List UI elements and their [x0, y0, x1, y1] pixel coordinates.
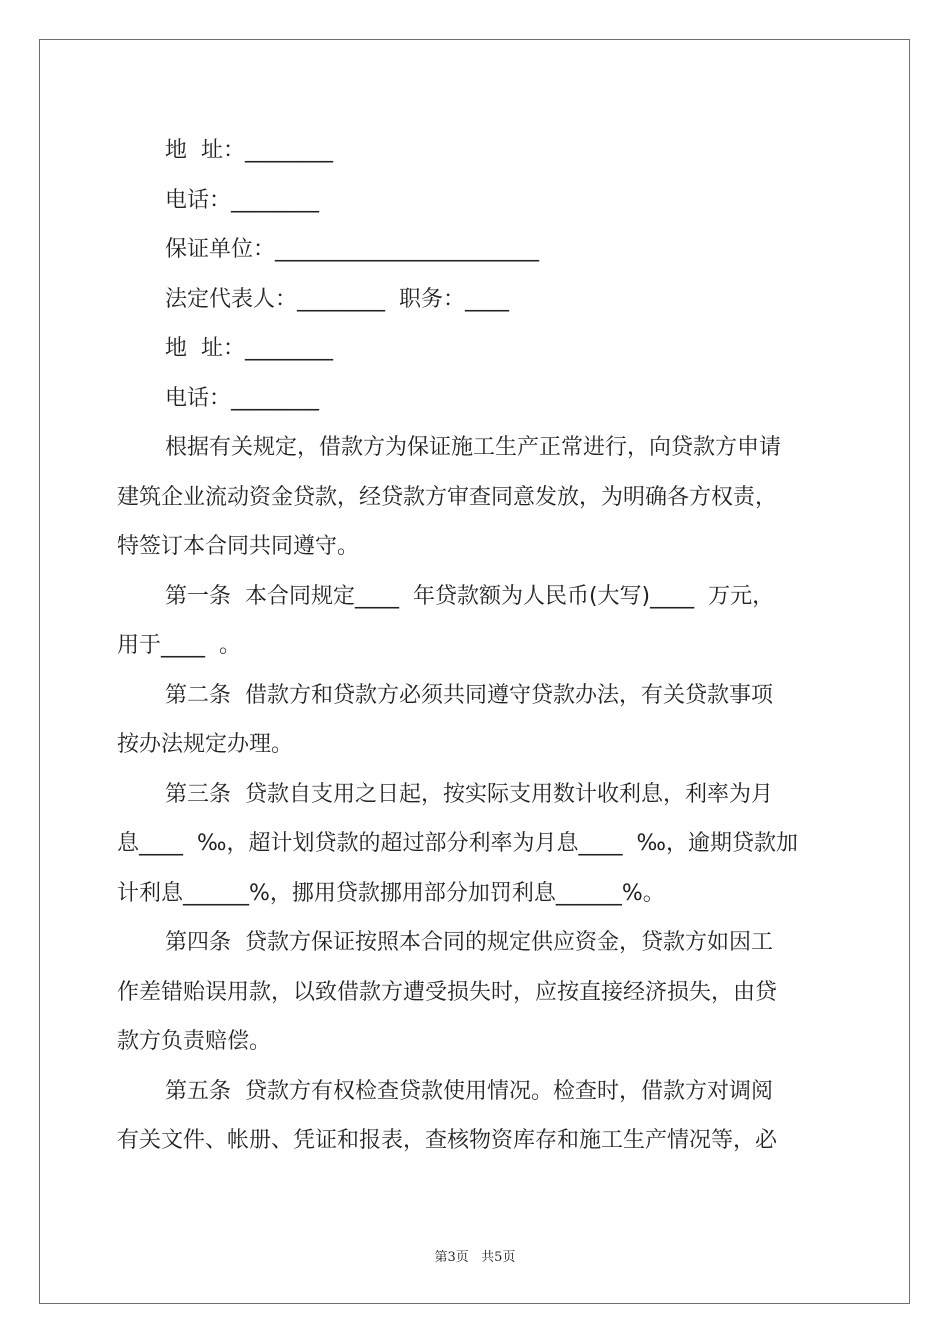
- article-1-paragraph: [117, 572, 833, 671]
- paragraph-row: 款方负责赔偿。: [117, 1029, 272, 1054]
- guarantor-line: 保证单位：________________________: [165, 237, 540, 262]
- guarantor-address-line: 地 址：________: [165, 336, 333, 361]
- paragraph-row: 按办法规定办理。: [117, 732, 294, 757]
- article-5-paragraph: [117, 1067, 833, 1166]
- paragraph-row: 第二条 借款方和贷款方必须共同遵守贷款办法，有关贷款事项: [165, 682, 773, 708]
- paragraph-row: 作差错贻误用款，以致借款方遭受损失时，应按直接经济损失，由贷: [117, 979, 778, 1005]
- paragraph-row: 根据有关规定，借款方为保证施工生产正常进行，向贷款方申请: [165, 435, 782, 460]
- paragraph-row: 用于____ 。: [117, 633, 241, 658]
- paragraph-row: 计利息______%，挪用贷款挪用部分加罚利息______%。: [117, 880, 665, 906]
- preamble-paragraph: [117, 423, 833, 572]
- paragraph-row: 第四条 贷款方保证按照本合同的规定供应资金，贷款方如因工: [165, 930, 773, 955]
- article-4-paragraph: [117, 918, 833, 1067]
- paragraph-row: 第五条 贷款方有权检查贷款使用情况。检查时，借款方对调阅: [165, 1078, 773, 1104]
- paragraph-row: 特签订本合同共同遵守。: [117, 534, 360, 559]
- guarantor-phone-line: 电话：________: [165, 385, 320, 411]
- phone-line: 电话：________: [165, 187, 320, 213]
- paragraph-row: 第一条 本合同规定____ 年贷款额为人民币(大写)____ 万元，: [165, 583, 775, 609]
- page-number-footer: 第3页 共5页: [434, 1250, 516, 1265]
- document-body: [117, 126, 833, 1166]
- article-3-paragraph: [117, 770, 833, 919]
- article-2-paragraph: [117, 671, 833, 770]
- paragraph-row: 息____ ‰，超计划贷款的超过部分利率为月息____ ‰，逾期贷款加: [117, 831, 799, 856]
- legal-representative-line: 法定代表人：________ 职务：____: [165, 286, 509, 312]
- paragraph-row: 第三条 贷款自支用之日起，按实际支用数计收利息，利率为月: [165, 781, 773, 807]
- address-line: 地 址：________: [165, 138, 333, 163]
- paragraph-row: 有关文件、帐册、凭证和报表，查核物资库存和施工生产情况等，必: [117, 1128, 778, 1153]
- paragraph-row: 建筑企业流动资金贷款，经贷款方审查同意发放，为明确各方权责，: [117, 484, 778, 510]
